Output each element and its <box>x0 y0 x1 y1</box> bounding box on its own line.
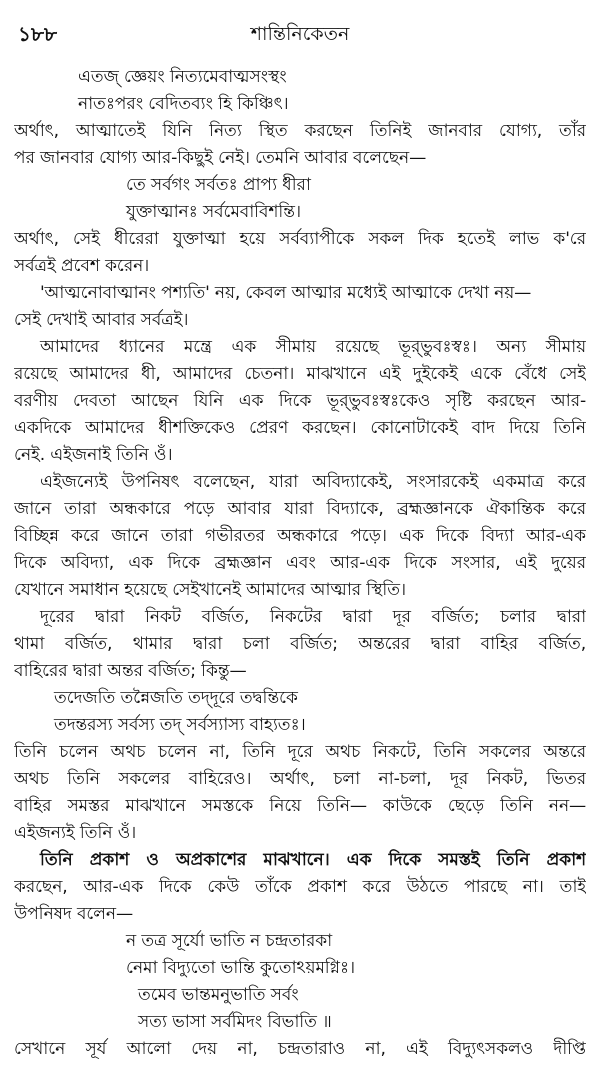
prose-line: করছেন, আর-এক দিকে কেউ তাঁকে প্রকাশ করে উঠতে পারছে না। তাই <box>14 877 586 897</box>
prose-line: সেখানে সূর্য আলো দেয় না, চন্দ্রতারাও না, এই বিদ্যুৎসকলও দীপ্তি <box>14 1039 586 1059</box>
prose-line: রয়েছে আমাদের ধী, আমাদের চেতনা। মাঝখানে এই দুইকেই একে বেঁধে সেই <box>14 364 586 384</box>
prose-line: একদিকে আমাদের ধীশক্তিকেও প্রেরণ করছেন। কোনোটাকেই বাদ দিয়ে তিনি <box>14 418 586 438</box>
prose-line: তিনি প্রকাশ ও অপ্রকাশের মাঝখানে। এক দিকে সমস্তই তিনি প্রকাশ <box>40 850 586 870</box>
prose-line: সর্বত্রই প্রবেশ করেন। <box>14 256 150 276</box>
verse-line: সত্য ভাসা সর্বমিদং বিভাতি ॥ <box>138 1012 332 1032</box>
verse-line: তমেব ভান্তমনুভাতি সর্বং <box>138 985 299 1005</box>
page-body <box>14 64 586 1063</box>
prose-line: নেই. এইজনাই তিনি ওঁ। <box>14 445 173 465</box>
prose-line: 'আত্মনোবাত্মানং পশ্যতি' নয়, কেবল আত্মার মধ্যেই আত্মাকে দেখা নয়— <box>40 283 532 303</box>
prose-line: থামা বর্জিত, থামার দ্বারা চলা বর্জিত; অন্তরের দ্বারা বাহির বর্জিত, <box>14 634 586 654</box>
running-title: শান্তিনিকেতন <box>250 23 350 45</box>
verse-line: তে সর্বগং সর্বতঃ প্রাপ্য ধীরা <box>126 175 311 195</box>
prose-line: যেখানে সমাধান হয়েছে সেইখানেই আমাদের আত্মার স্থিতি। <box>14 580 406 600</box>
prose-line: দিকে অবিদ্যা, এক দিকে ব্রহ্মজ্ঞান এবং আর-এক দিকে সংসার, এই দুয়ের <box>14 553 586 573</box>
prose-line: বরণীয় দেবতা আছেন যিনি এক দিকে ভূর্‌ভুবঃস্বঃকেও সৃষ্টি করছেন আর- <box>14 391 586 411</box>
prose-line: তিনি চলেন অথচ চলেন না, তিনি দূরে অথচ নিকটে, তিনি সকলের অন্তরে <box>14 742 586 762</box>
page-number: ১৮৮ <box>18 22 57 46</box>
prose-line: বিচ্ছিন্ন করে জানে তারা গভীরতর অন্ধকারে পড়ে। এক দিকে বিদ্যা আর-এক <box>14 526 586 546</box>
page-header <box>0 20 600 54</box>
prose-line: বাহির সমস্তর মাঝখানে সমস্তকে নিয়ে তিনি— কাউকে ছেড়ে তিনি নন— <box>14 796 586 816</box>
verse-line: তদন্তরস্য সর্বস্য তদ্‌ সর্বস্যাস্য বাহ্যতঃ। <box>54 715 306 735</box>
verse-line: এতজ্‌ জ্ঞেয়ং নিত্যমেবাত্মসংস্থং <box>78 67 287 87</box>
verse-line: ন তত্র সূর্যো ভাতি ন চন্দ্রতারকা <box>126 931 333 951</box>
prose-line: এইজন্যেই উপনিষৎ বলেছেন, যারা অবিদ্যাকেই, সংসারকেই একমাত্র করে <box>40 472 586 492</box>
verse-line: তদেজতি তন্নৈজতি তদ্‌দূরে তদ্বন্তিকে <box>54 688 298 708</box>
prose-line: এইজন্যই তিনি ওঁ। <box>14 823 137 843</box>
verse-line: যুক্তাত্মানঃ সর্বমেবাবিশন্তি। <box>126 202 301 222</box>
prose-line: আমাদের ধ্যানের মন্ত্রে এক সীমায় রয়েছে ভূর্‌ভুবঃস্বঃ। অন্য সীমায় <box>40 337 586 357</box>
verse-line: নেমা বিদ্যুতো ভান্তি কুতোঽয়মগ্নিঃ। <box>126 958 355 978</box>
prose-line: বাহিরের দ্বারা অন্তর বর্জিত; কিন্তু— <box>14 661 247 681</box>
prose-line: অথচ তিনি সকলের বাহিরেও। অর্থাৎ, চলা না-চলা, দূর নিকট, ভিতর <box>14 769 586 789</box>
prose-line: পর জানবার যোগ্য আর-কিছুই নেই। তেমনি আবার বলেছেন— <box>14 148 427 168</box>
prose-line: দূরের দ্বারা নিকট বর্জিত, নিকটের দ্বারা দূর বর্জিত; চলার দ্বারা <box>40 607 586 627</box>
prose-line: জানে তারা অন্ধকারে পড়ে আবার যারা বিদ্যাকে, ব্রহ্মজ্ঞানকে ঐকান্তিক করে <box>14 499 586 519</box>
verse-line: নাতঃপরং বেদিতব্যং হি কিঞ্চিৎ। <box>78 94 289 114</box>
prose-line: অর্থাৎ, আত্মাতেই যিনি নিত্য স্থিত করছেন তিনিই জানবার যোগ্য, তাঁর <box>14 121 586 141</box>
prose-line: অর্থাৎ, সেই ধীরেরা যুক্তাত্মা হয়ে সর্বব্যাপীকে সকল দিক হতেই লাভ ক'রে <box>14 229 586 249</box>
prose-line: সেই দেখাই আবার সর্বত্রই। <box>14 310 189 330</box>
prose-line: উপনিষদ বলেন— <box>14 904 133 924</box>
